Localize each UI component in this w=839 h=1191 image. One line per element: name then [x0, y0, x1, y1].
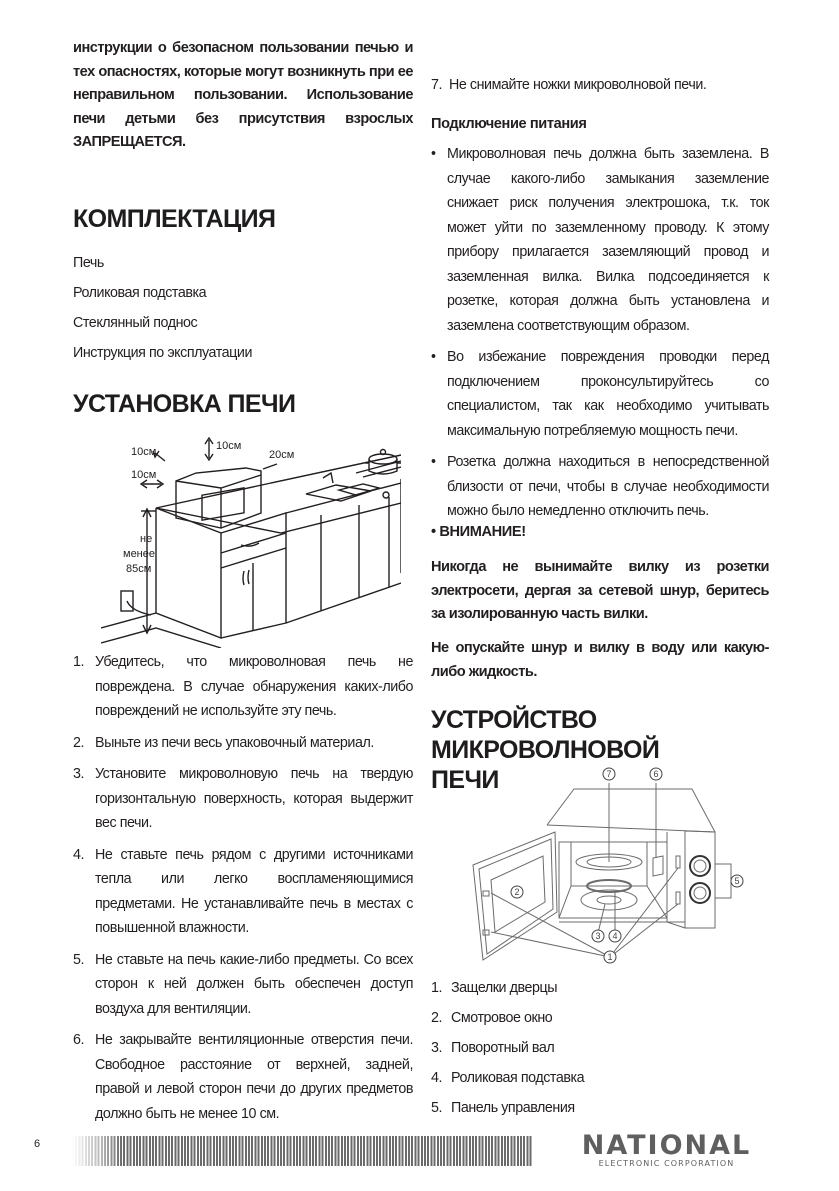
contents-item: Печь — [73, 255, 104, 271]
step-text: Не ставьте на печь какие-либо предметы. Со всех сторон к ней должен быть обеспечен доступ воздуха для вентиляции. — [95, 951, 413, 1017]
power-bullet — [431, 345, 769, 443]
intro-safety-paragraph: инструкции о безопасном пользовании печью и тех опасностях, которые могут возникнуть при ее неправильном пользовании. Использование печи детьми без присутствия взрослых ЗАПРЕЩАЕТСЯ. — [73, 40, 413, 150]
national-logo — [565, 1130, 768, 1169]
svg-text:20см: 20см — [269, 449, 295, 461]
svg-text:2: 2 — [514, 887, 520, 897]
svg-text:4: 4 — [612, 931, 618, 941]
part-label: Смотровое окно — [451, 1010, 553, 1026]
svg-text:10см: 10см — [216, 440, 242, 452]
logo-main-text: NATIONAL — [581, 1130, 752, 1161]
contents-item: Стеклянный поднос — [73, 315, 198, 331]
bullet-text: Микроволновая печь должна быть заземлена. В случае какого-либо замыкания заземление снижает риск получения электрошока, т.к. ток может уйти по заземленному проводу. К этому прибору прилагается заземляющий провод и заземленная вилка. Вилка подсоединяется к розетке, которая должна быть установлена и заземлена соответствующим образом. — [447, 146, 769, 334]
installation-step — [73, 843, 413, 941]
part-number: 2. — [431, 1010, 443, 1026]
dot-pattern-fade — [72, 1136, 122, 1166]
bullet-text: Во избежание повреждения проводки перед подключением проконсультируйтесь со специалистом, так как необходимо учитывать максимальную потребляемую мощность печи. — [447, 349, 769, 439]
warning-label: • ВНИМАНИЕ! — [431, 524, 526, 540]
device-part — [431, 1093, 584, 1123]
contents-list — [73, 248, 252, 368]
installation-step — [73, 1028, 413, 1126]
warning-text-plug: Никогда не вынимайте вилку из розетки электросети, дергая за сетевой шнур, беритесь за изолированную часть вилки. — [431, 559, 769, 622]
device-part — [431, 973, 584, 1003]
part-number: 5. — [431, 1100, 443, 1116]
svg-text:6: 6 — [653, 769, 659, 779]
installation-step — [431, 73, 769, 98]
device-parts-list — [431, 973, 584, 1123]
microwave-parts-diagram — [447, 762, 747, 967]
installation-step — [73, 948, 413, 1022]
part-number: 1. — [431, 980, 443, 996]
device-heading-line-2: ПЕЧИ — [431, 766, 499, 794]
warning-text-water: Не опускайте шнур и вилку в воду или какую-либо жидкость. — [431, 640, 769, 680]
power-bullet — [431, 450, 769, 524]
step-text: Не закрывайте вентиляционные отверстия печи. Свободное расстояние от верхней, задней, правой и левой сторон печи до других предметов должно быть не менее 10 см. — [95, 1032, 413, 1122]
device-part — [431, 1033, 584, 1063]
bullet-icon: • — [431, 454, 436, 470]
power-connection-heading: Подключение питания — [431, 116, 587, 132]
svg-text:5: 5 — [734, 876, 740, 886]
svg-text:10см: 10см — [131, 446, 157, 458]
step-number: 3. — [73, 766, 85, 782]
part-number: 4. — [431, 1070, 443, 1086]
step-number: 1. — [73, 654, 85, 670]
svg-text:7: 7 — [606, 769, 612, 779]
part-label: Поворотный вал — [451, 1040, 555, 1056]
svg-text:1: 1 — [607, 952, 613, 962]
svg-text:10см: 10см — [131, 469, 157, 481]
bullet-icon: • — [431, 349, 436, 365]
step-number: 6. — [73, 1032, 85, 1048]
installation-steps-list — [73, 650, 413, 1133]
contents-item: Роликовая подставка — [73, 285, 207, 301]
step-text: Не снимайте ножки микроволновой печи. — [449, 77, 707, 93]
step-number: 4. — [73, 846, 85, 863]
page-number: 6 — [34, 1138, 41, 1150]
svg-text:85см: 85см — [126, 563, 152, 575]
part-label: Защелки дверцы — [451, 980, 558, 996]
installation-step — [73, 762, 413, 836]
svg-text:не: не — [140, 533, 153, 545]
installation-step-7 — [431, 73, 769, 105]
installation-step — [73, 731, 413, 756]
installation-heading: УСТАНОВКА ПЕЧИ — [73, 390, 296, 418]
contents-heading: КОМПЛЕКТАЦИЯ — [73, 205, 276, 233]
step-text: Установите микроволновую печь на твердую горизонтальную поверхность, которая выдержит вес печи. — [95, 766, 413, 831]
svg-text:менее: менее — [123, 548, 155, 560]
contents-item: Инструкция по эксплуатации — [73, 345, 252, 361]
svg-text:3: 3 — [595, 931, 601, 941]
part-label: Панель управления — [451, 1100, 575, 1116]
bullet-text: Розетка должна находиться в непосредственной близости от печи, чтобы в случае необходимости можно было немедленно отключить печь. — [447, 454, 769, 519]
installation-step — [73, 650, 413, 724]
step-number: 5. — [73, 951, 85, 968]
power-bullet — [431, 142, 769, 338]
bullet-icon: • — [431, 146, 436, 162]
kitchen-installation-illustration — [101, 433, 401, 648]
device-heading-line-1: УСТРОЙСТВО МИКРОВОЛНОВОЙ — [431, 706, 660, 764]
logo-sub-text: ELECTRONIC CORPORATION — [598, 1159, 735, 1168]
part-label: Роликовая подставка — [451, 1070, 585, 1086]
step-text: Не ставьте печь рядом с другими источниками тепла или легко воспламеняющимися предметами. Не устанавливайте печь в местах с повышенной влажности. — [95, 846, 413, 936]
device-part — [431, 1003, 584, 1033]
step-number: 7. — [431, 77, 443, 93]
power-bullets-list — [431, 142, 769, 531]
part-number: 3. — [431, 1040, 443, 1056]
step-number: 2. — [73, 734, 85, 751]
step-text: Выньте из печи весь упаковочный материал. — [95, 734, 374, 751]
step-text: Убедитесь, что микроволновая печь не повреждена. В случае обнаружения каких-либо повреждений не используйте эту печь. — [95, 654, 413, 719]
device-part — [431, 1063, 584, 1093]
decorative-dot-pattern — [72, 1136, 532, 1166]
